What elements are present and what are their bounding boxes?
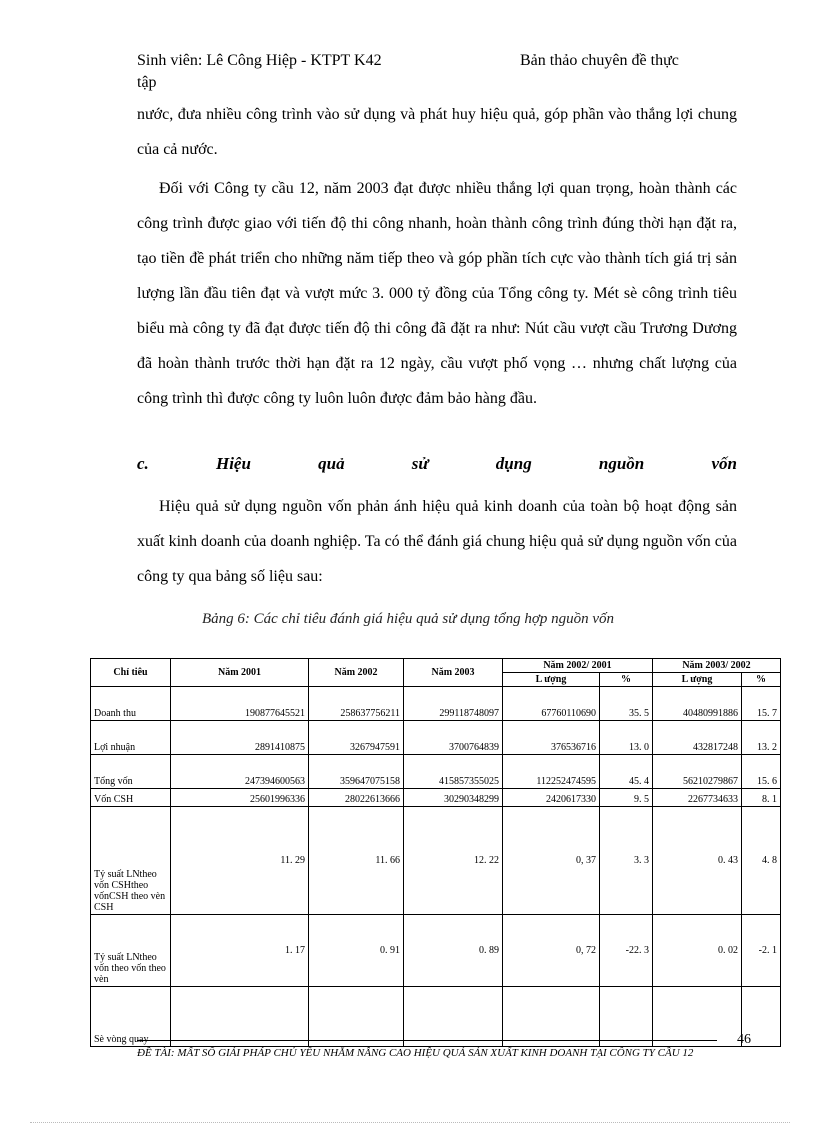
cell-pct-1: 13. 0 bbox=[600, 721, 653, 755]
cell-diff-1: 376536716 bbox=[503, 721, 600, 755]
cell-2002: 0. 91 bbox=[309, 915, 404, 987]
cell-2003: 12. 22 bbox=[404, 807, 503, 915]
paragraph-1: nước, đưa nhiều công trình vào sử dụng và phát huy hiệu quả, góp phần vào thắng lợi chung của cả nước. bbox=[137, 106, 737, 158]
cell-diff-1: 0, 72 bbox=[503, 915, 600, 987]
header-percent: % bbox=[742, 673, 781, 687]
cell-diff-2: 432817248 bbox=[653, 721, 742, 755]
cell-pct-1: 9. 5 bbox=[600, 789, 653, 807]
heading-word: vốn bbox=[711, 454, 737, 473]
cell-2002: 3267947591 bbox=[309, 721, 404, 755]
table-caption: Bảng 6: Các chỉ tiêu đánh giá hiệu quả sử dụng tổng hợp nguồn vốn bbox=[202, 611, 614, 627]
cell-pct-1: 35. 5 bbox=[600, 687, 653, 721]
footer-topic: ĐỀ TÀI: MẤT SỐ GIẢI PHÁP CHỦ YẾU NHẰM NÂNG CAO HIỆU QUẢ SẢN XUẤT KINH DOANH TẠI CÔNG TY CẦU 12 bbox=[137, 1047, 694, 1059]
header-group-2003-2002: Năm 2003/ 2002 bbox=[653, 659, 781, 673]
cell-label: Doanh thu bbox=[91, 687, 171, 721]
cell-2002: 28022613666 bbox=[309, 789, 404, 807]
cell-pct-1: 3. 3 bbox=[600, 807, 653, 915]
heading-word: sử bbox=[411, 454, 429, 473]
cell-2003: 299118748097 bbox=[404, 687, 503, 721]
footer-divider bbox=[137, 1040, 717, 1041]
paragraph-2: Đối với Công ty cầu 12, năm 2003 đạt được nhiều thắng lợi quan trọng, hoàn thành các công trình được giao với tiến độ thi công nhanh, hoàn thành công trình đúng thời hạn đặt ra, tạo tiền đề phát triển cho những năm tiếp theo và góp phần tích cực vào thành tích giá trị sản lượng lần đầu tiên đạt và vượt mức 3. 000 tỷ đồng của Tổng công ty. Mét sè công trình tiêu biểu mà công ty đã đạt được tiến độ thi công đã đặt ra như: Nút cầu vượt cầu Trương Dương đã hoàn thành trước thời hạn đặt ra 12 ngày, cầu vượt phố vọng … nhưng chất lượng của công trình thì được công ty luôn luôn được đảm bảo hàng đầu. bbox=[137, 180, 737, 407]
table-row bbox=[91, 987, 781, 1047]
table-row bbox=[91, 807, 781, 915]
header-year-2001: Năm 2001 bbox=[171, 659, 309, 687]
cell-2002 bbox=[309, 987, 404, 1047]
cell-2001: 2891410875 bbox=[171, 721, 309, 755]
cell-diff-2: 0. 02 bbox=[653, 915, 742, 987]
cell-2002: 258637756211 bbox=[309, 687, 404, 721]
paragraph-3: Hiệu quả sử dụng nguồn vốn phản ánh hiệu quả kinh doanh của toàn bộ hoạt động sản xuất kinh doanh của doanh nghiệp. Ta có thể đánh giá chung hiệu quả sử dụng nguồn vốn của công ty qua bảng số liệu sau: bbox=[137, 498, 737, 585]
cell-diff-1 bbox=[503, 987, 600, 1047]
header-doc-title: Bản thảo chuyên đề thực bbox=[520, 52, 679, 69]
cell-2001: 247394600563 bbox=[171, 755, 309, 789]
cell-2001: 11. 29 bbox=[171, 807, 309, 915]
cell-pct-1 bbox=[600, 987, 653, 1047]
heading-word: nguồn bbox=[598, 454, 645, 473]
cell-pct-2: 8. 1 bbox=[742, 789, 781, 807]
cell-pct-2: 13. 2 bbox=[742, 721, 781, 755]
table-row bbox=[91, 789, 781, 807]
data-table bbox=[90, 658, 781, 1047]
cell-2001 bbox=[171, 987, 309, 1047]
cell-diff-2: 2267734633 bbox=[653, 789, 742, 807]
cell-pct-2: 15. 7 bbox=[742, 687, 781, 721]
cell-2002: 11. 66 bbox=[309, 807, 404, 915]
cell-2001: 1. 17 bbox=[171, 915, 309, 987]
header-amount: L ượng bbox=[503, 673, 600, 687]
header-group-2002-2001: Năm 2002/ 2001 bbox=[503, 659, 653, 673]
cell-2003: 3700764839 bbox=[404, 721, 503, 755]
cell-pct-2: 15. 6 bbox=[742, 755, 781, 789]
page-number: 46 bbox=[737, 1032, 751, 1047]
header-indicator: Chỉ tiêu bbox=[91, 659, 171, 687]
cell-label: Tỷ suất LNtheo vốn CSHtheo vốnCSH theo vèn CSH bbox=[91, 807, 171, 915]
table-row bbox=[91, 687, 781, 721]
header-student-name: Sinh viên: Lê Công Hiệp - KTPT K42 bbox=[137, 52, 382, 69]
cell-2001: 25601996336 bbox=[171, 789, 309, 807]
cell-diff-1: 67760110690 bbox=[503, 687, 600, 721]
heading-word: Hiệu bbox=[215, 454, 251, 473]
header-amount: L ượng bbox=[653, 673, 742, 687]
cell-diff-2: 40480991886 bbox=[653, 687, 742, 721]
cell-label: Tỷ suất LNtheo vốn theo vốn theo vèn bbox=[91, 915, 171, 987]
header-year-2002: Năm 2002 bbox=[309, 659, 404, 687]
heading-word: quả bbox=[318, 454, 345, 473]
cell-diff-2: 56210279867 bbox=[653, 755, 742, 789]
cell-diff-1: 0, 37 bbox=[503, 807, 600, 915]
header-percent: % bbox=[600, 673, 653, 687]
cell-label: Vốn CSH bbox=[91, 789, 171, 807]
cell-diff-1: 112252474595 bbox=[503, 755, 600, 789]
header-title-continuation: tập bbox=[137, 74, 157, 91]
cell-diff-1: 2420617330 bbox=[503, 789, 600, 807]
table-row bbox=[91, 755, 781, 789]
table-row bbox=[91, 721, 781, 755]
cell-2001: 190877645521 bbox=[171, 687, 309, 721]
cell-pct-2: 4. 8 bbox=[742, 807, 781, 915]
cell-diff-2: 0. 43 bbox=[653, 807, 742, 915]
cell-2003 bbox=[404, 987, 503, 1047]
header-year-2003: Năm 2003 bbox=[404, 659, 503, 687]
cell-pct-2: -2. 1 bbox=[742, 915, 781, 987]
table-row bbox=[91, 915, 781, 987]
cell-pct-1: -22. 3 bbox=[600, 915, 653, 987]
cell-2003: 30290348299 bbox=[404, 789, 503, 807]
heading-word: c. bbox=[137, 454, 149, 473]
cell-label: Tổng vốn bbox=[91, 755, 171, 789]
cell-2002: 359647075158 bbox=[309, 755, 404, 789]
cell-label: Sè vòng quay bbox=[91, 987, 171, 1047]
cell-label: Lợi nhuận bbox=[91, 721, 171, 755]
cell-2003: 415857355025 bbox=[404, 755, 503, 789]
cell-diff-2 bbox=[653, 987, 742, 1047]
cell-pct-1: 45. 4 bbox=[600, 755, 653, 789]
cell-2003: 0. 89 bbox=[404, 915, 503, 987]
heading-word: dụng bbox=[495, 454, 532, 473]
